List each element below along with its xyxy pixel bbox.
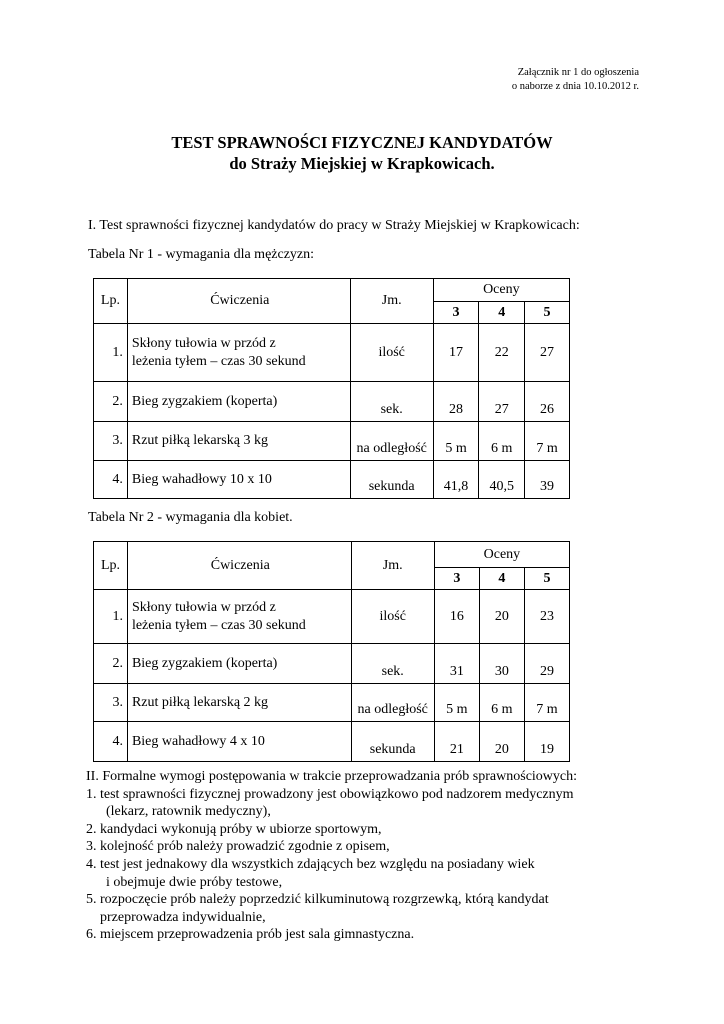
list-item <box>86 891 638 926</box>
row-grade-4: 27 <box>479 382 525 422</box>
item-text: test sprawności fizycznej prowadzony jest obowiązkowo pod nadzorem medycznym <box>100 786 574 802</box>
row-unit: ilość <box>350 324 433 382</box>
row-grade-3: 41,8 <box>433 461 479 499</box>
row-exercise-line-1: Skłony tułowia w przód z <box>131 335 276 351</box>
row-exercise-line-2: leżenia tyłem – czas 30 sekund <box>131 353 306 369</box>
table-row <box>94 590 570 644</box>
annex-line-2: o naborze z dnia 10.10.2012 r. <box>511 81 639 92</box>
row-lp: 3. <box>94 422 128 461</box>
header-exercise: Ćwiczenia <box>127 279 350 324</box>
row-unit: na odległość <box>351 684 434 722</box>
row-grade-3: 16 <box>434 590 479 644</box>
row-unit: na odległość <box>350 422 433 461</box>
table-row <box>94 722 570 762</box>
row-exercise <box>127 324 350 382</box>
table-2-caption: Tabela Nr 2 - wymagania dla kobiet. <box>88 510 293 525</box>
table-row <box>94 382 570 422</box>
row-grade-5: 29 <box>524 644 569 684</box>
list-item <box>86 821 638 839</box>
table-1-caption: Tabela Nr 1 - wymagania dla mężczyzn: <box>88 247 315 262</box>
item-text: miejscem przeprowadzenia prób jest sala gimnastyczna. <box>100 927 415 943</box>
row-unit: sekunda <box>350 461 433 499</box>
row-grade-5: 23 <box>524 590 569 644</box>
row-grade-5: 7 m <box>524 684 569 722</box>
row-grade-4: 6 m <box>479 684 524 722</box>
header-grade-4: 4 <box>479 302 525 324</box>
item-number: 5. <box>86 892 97 908</box>
document-title <box>0 132 724 174</box>
row-exercise: Bieg zygzakiem (koperta) <box>127 382 350 422</box>
list-item <box>86 786 638 821</box>
header-grade-3: 3 <box>434 568 479 590</box>
row-unit: sekunda <box>351 722 434 762</box>
table-women-requirements <box>93 541 570 762</box>
row-exercise: Rzut piłką lekarską 2 kg <box>127 684 351 722</box>
table-row <box>94 644 570 684</box>
row-grade-4: 20 <box>479 590 524 644</box>
item-number: 1. <box>86 786 97 802</box>
table-row <box>94 324 570 382</box>
item-text: kolejność prób należy prowadzić zgodnie z opisem, <box>100 839 390 855</box>
row-exercise: Bieg wahadłowy 10 x 10 <box>127 461 350 499</box>
row-grade-4: 22 <box>479 324 525 382</box>
item-number: 3. <box>86 839 97 855</box>
requirements-list <box>86 786 638 944</box>
header-unit: Jm. <box>351 542 434 590</box>
header-lp: Lp. <box>94 279 128 324</box>
formal-requirements <box>86 768 638 944</box>
row-exercise: Bieg zygzakiem (koperta) <box>127 644 351 684</box>
row-grade-3: 5 m <box>433 422 479 461</box>
row-grade-5: 26 <box>525 382 570 422</box>
header-grade-4: 4 <box>479 568 524 590</box>
header-grade-5: 5 <box>524 568 569 590</box>
title-line-2: do Straży Miejskiej w Krapkowicach. <box>229 154 495 173</box>
item-text: rozpoczęcie prób należy poprzedzić kilkuminutową rozgrzewką, którą kandydat <box>100 892 549 908</box>
header-grade-5: 5 <box>525 302 570 324</box>
row-grade-5: 7 m <box>525 422 570 461</box>
row-grade-5: 39 <box>525 461 570 499</box>
row-lp: 2. <box>94 644 128 684</box>
row-grade-5: 19 <box>524 722 569 762</box>
item-text-cont: przeprowadza indywidualnie, <box>100 909 266 925</box>
annex-note <box>512 66 639 94</box>
header-lp: Lp. <box>94 542 128 590</box>
section-1-heading: I. Test sprawności fizycznej kandydatów do pracy w Straży Miejskiej w Krapkowicach: <box>88 218 580 233</box>
row-exercise-line-2: leżenia tyłem – czas 30 sekund <box>131 617 306 633</box>
row-lp: 3. <box>94 684 128 722</box>
row-grade-3: 17 <box>433 324 479 382</box>
row-lp: 1. <box>94 590 128 644</box>
row-unit: ilość <box>351 590 434 644</box>
item-text-cont: i obejmuje dwie próby testowe, <box>106 874 283 890</box>
row-grade-5: 27 <box>525 324 570 382</box>
row-grade-4: 30 <box>479 644 524 684</box>
row-lp: 4. <box>94 461 128 499</box>
table-row <box>94 422 570 461</box>
header-unit: Jm. <box>350 279 433 324</box>
row-grade-4: 6 m <box>479 422 525 461</box>
row-grade-3: 21 <box>434 722 479 762</box>
row-exercise-line-1: Skłony tułowia w przód z <box>131 599 276 615</box>
row-grade-4: 40,5 <box>479 461 525 499</box>
item-number: 2. <box>86 821 97 837</box>
header-grades: Oceny <box>434 542 569 568</box>
row-exercise <box>127 590 351 644</box>
section-2-heading: II. Formalne wymogi postępowania w trakcie przeprowadzania prób sprawnościowych: <box>86 769 578 784</box>
row-lp: 2. <box>94 382 128 422</box>
row-grade-4: 20 <box>479 722 524 762</box>
header-grade-3: 3 <box>433 302 479 324</box>
row-grade-3: 5 m <box>434 684 479 722</box>
item-text-cont: (lekarz, ratownik medyczny), <box>106 804 271 820</box>
item-text: test jest jednakowy dla wszystkich zdających bez względu na posiadany wiek <box>100 856 535 872</box>
item-text: kandydaci wykonują próby w ubiorze sportowym, <box>100 821 382 837</box>
row-unit: sek. <box>351 644 434 684</box>
row-exercise: Rzut piłką lekarską 3 kg <box>127 422 350 461</box>
row-unit: sek. <box>350 382 433 422</box>
table-men-requirements <box>93 278 570 499</box>
row-exercise: Bieg wahadłowy 4 x 10 <box>127 722 351 762</box>
header-exercise: Ćwiczenia <box>127 542 351 590</box>
list-item <box>86 926 638 944</box>
item-number: 6. <box>86 927 97 943</box>
row-grade-3: 31 <box>434 644 479 684</box>
list-item <box>86 838 638 856</box>
header-grades: Oceny <box>433 279 569 302</box>
row-lp: 4. <box>94 722 128 762</box>
row-lp: 1. <box>94 324 128 382</box>
table-row <box>94 684 570 722</box>
row-grade-3: 28 <box>433 382 479 422</box>
title-line-1: TEST SPRAWNOŚCI FIZYCZNEJ KANDYDATÓW <box>171 133 553 152</box>
table-row <box>94 461 570 499</box>
item-number: 4. <box>86 856 97 872</box>
list-item <box>86 856 638 891</box>
annex-line-1: Załącznik nr 1 do ogłoszenia <box>517 67 639 78</box>
